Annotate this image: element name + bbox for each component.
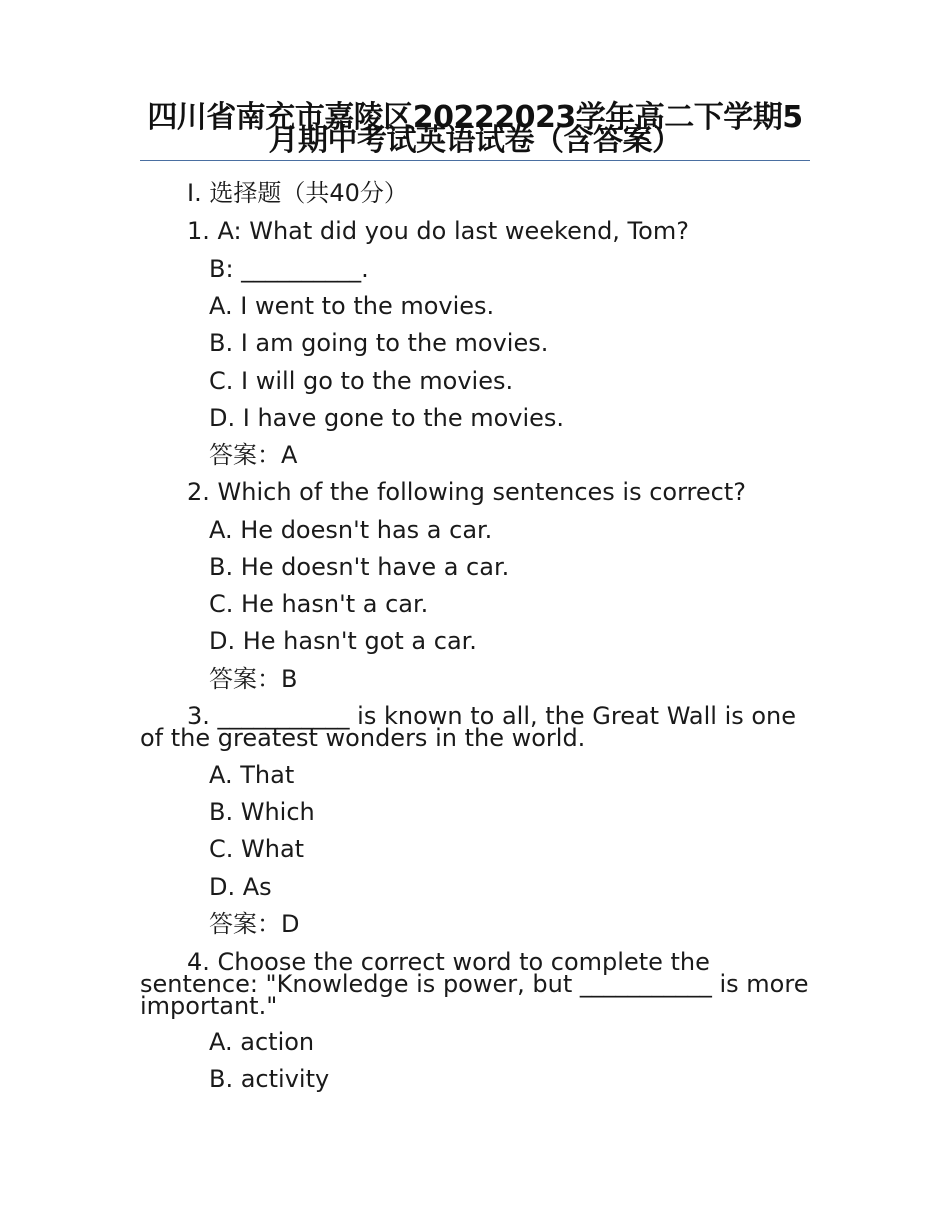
question-2-option-c: C. He hasn't a car. xyxy=(209,590,429,618)
question-4-stem: 4. Choose the correct word to complete the sentence: "Knowledge is power, but ___________ is more important." xyxy=(140,948,809,1020)
question-3-answer: 答案：D xyxy=(209,910,300,938)
question-3-option-b: B. Which xyxy=(209,798,315,826)
question-3-option-c: C. What xyxy=(209,835,305,863)
question-1-answer: 答案：A xyxy=(209,441,298,469)
question-1-prompt: B: __________. xyxy=(209,255,369,283)
question-2-option-d: D. He hasn't got a car. xyxy=(209,627,477,655)
section-heading: I. 选择题（共40分） xyxy=(187,179,408,207)
question-3-option-a: A. That xyxy=(209,761,295,789)
question-2-answer: 答案：B xyxy=(209,665,298,693)
question-3-option-d: D. As xyxy=(209,873,272,901)
question-1-stem: 1. A: What did you do last weekend, Tom? xyxy=(187,217,689,245)
question-3-stem: 3. ___________ is known to all, the Great Wall is one of the greatest wonders in the world. xyxy=(140,702,797,752)
question-2-stem: 2. Which of the following sentences is correct? xyxy=(187,478,747,506)
title-underline xyxy=(140,160,810,161)
question-1-option-b: B. I am going to the movies. xyxy=(209,329,549,357)
question-1-option-a: A. I went to the movies. xyxy=(209,292,495,320)
document-title: 四川省南充市嘉陵区20222023学年高二下学期5月期中考试英语试卷（含答案） xyxy=(147,100,803,158)
question-2-option-b: B. He doesn't have a car. xyxy=(209,553,510,581)
question-4-option-b: B. activity xyxy=(209,1065,330,1093)
question-1-option-d: D. I have gone to the movies. xyxy=(209,404,565,432)
question-1-option-c: C. I will go to the movies. xyxy=(209,367,514,395)
question-2-option-a: A. He doesn't has a car. xyxy=(209,516,493,544)
question-4-option-a: A. action xyxy=(209,1028,315,1056)
